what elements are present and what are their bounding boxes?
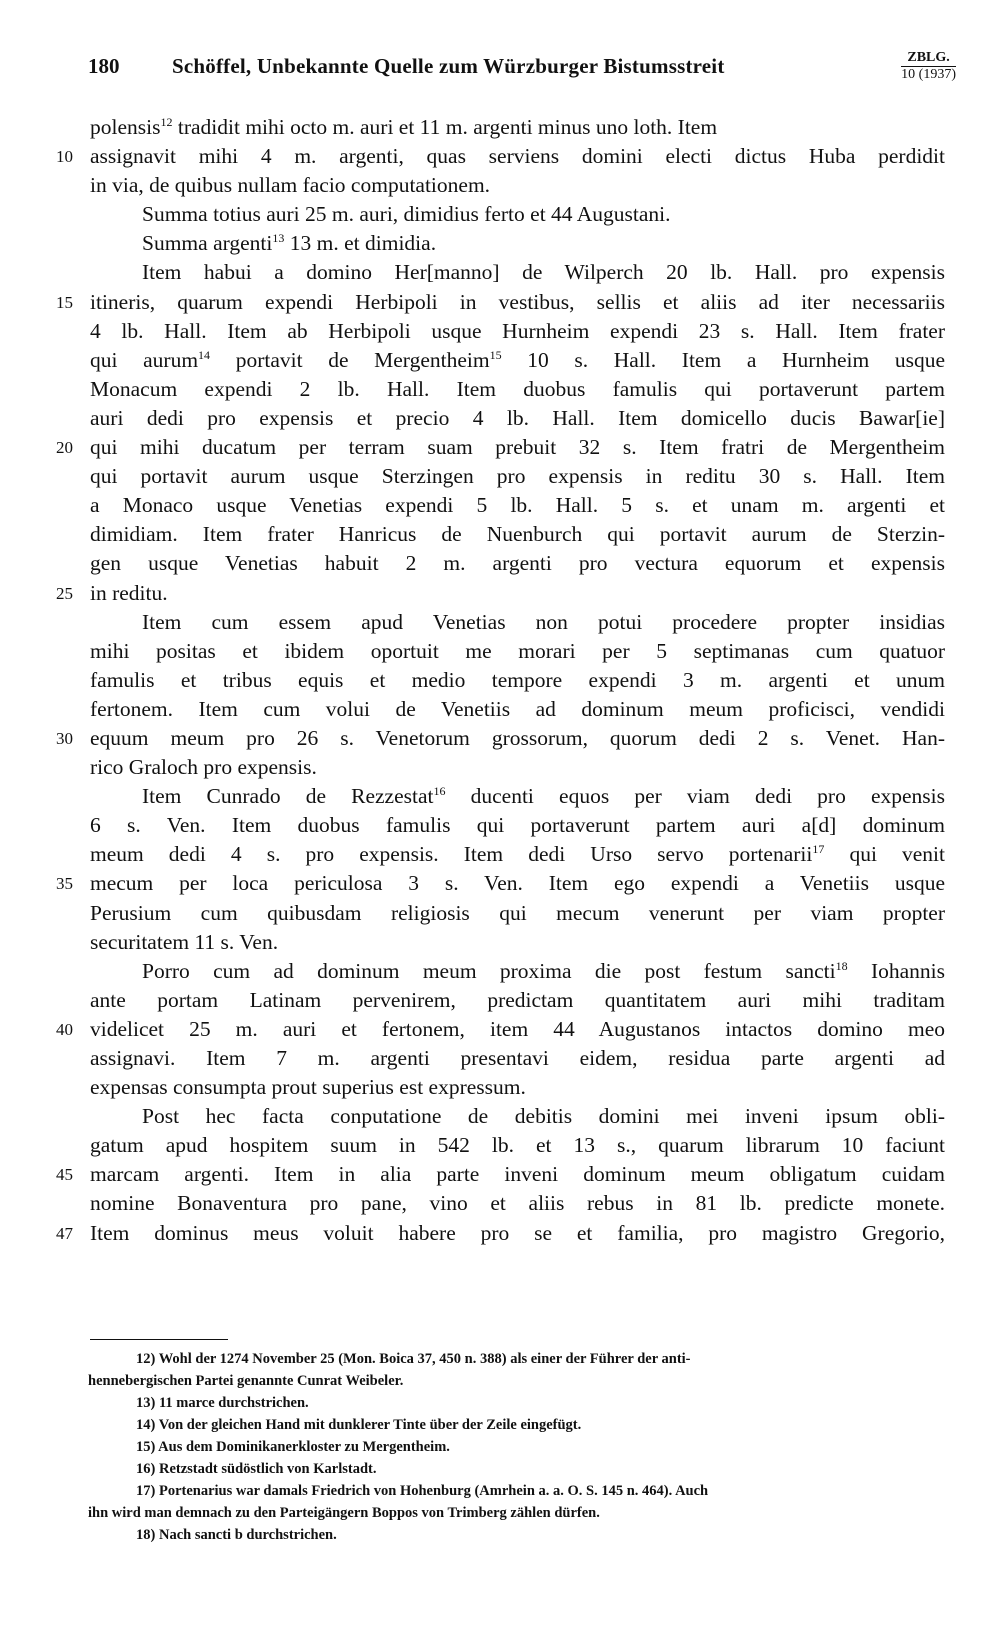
footnote-text: Aus dem Dominikanerkloster zu Mergentheim. bbox=[158, 1439, 450, 1455]
text-line bbox=[90, 346, 945, 375]
footnote-number: 16) bbox=[136, 1461, 156, 1477]
footnote-number: 15) bbox=[136, 1439, 156, 1455]
text-line bbox=[56, 579, 945, 608]
text-span: nomine Bonaventura pro pane, vino et aliis rebus in 81 lb. predicte monete. bbox=[90, 1191, 945, 1216]
text-span: videlicet 25 m. auri et fertonem, item 44 Augustanos intactos domino meo bbox=[90, 1016, 945, 1041]
text-line bbox=[90, 491, 945, 520]
text-span: Porro cum ad dominum meum proxima die post festum sancti bbox=[142, 958, 836, 983]
footnote-text: Portenarius war damals Friedrich von Hohenburg (Amrhein a. a. O. S. 145 n. 464). Auch bbox=[158, 1483, 709, 1499]
text-line bbox=[56, 869, 945, 898]
text-line bbox=[90, 404, 945, 433]
text-line bbox=[90, 1073, 945, 1102]
text-line bbox=[90, 899, 945, 928]
line-number: 20 bbox=[56, 438, 73, 458]
footnote-text: Nach sancti b durchstrichen. bbox=[158, 1527, 337, 1543]
text-span: qui portavit aurum usque Sterzingen pro expensis in reditu 30 s. Hall. Item bbox=[90, 464, 945, 489]
footnote-number: 14) bbox=[136, 1417, 156, 1433]
text-line bbox=[90, 520, 945, 549]
footnote-ref: 18 bbox=[835, 958, 848, 973]
footnote-number: 12) bbox=[136, 1351, 156, 1367]
footnote-ref: 15 bbox=[489, 347, 502, 362]
text-span: in reditu. bbox=[90, 580, 168, 605]
text-span: tradidit mihi octo m. auri et 11 m. argenti minus uno loth. Item bbox=[172, 115, 718, 139]
journal-volume: 10 (1937) bbox=[901, 67, 956, 82]
text-span: expensas consumpta prout superius est expressum. bbox=[90, 1075, 526, 1100]
text-span: auri dedi pro expensis et precio 4 lb. Hall. Item domicello ducis Bawar[ie] bbox=[90, 405, 945, 430]
footnote-ref: 17 bbox=[812, 842, 825, 857]
text-span: ante portam Latinam pervenirem, predictam quantitatem auri mihi traditam bbox=[90, 987, 945, 1012]
text-span: 6 s. Ven. Item duobus famulis qui portaverunt partem auri a[d] dominum bbox=[90, 813, 945, 838]
text-span: a Monaco usque Venetias expendi 5 lb. Hall. 5 s. et unam m. argenti et bbox=[90, 493, 945, 518]
text-span: securitatem 11 s. Ven. bbox=[90, 929, 279, 954]
text-line bbox=[90, 637, 945, 666]
footnote-number: 17) bbox=[136, 1483, 156, 1499]
text-span: ducenti equos per viam dedi pro expensis bbox=[445, 784, 945, 809]
footnote bbox=[88, 1458, 948, 1480]
text-line bbox=[56, 1160, 945, 1189]
text-line bbox=[90, 957, 945, 986]
text-line bbox=[90, 113, 945, 142]
footnote bbox=[88, 1348, 948, 1370]
text-span: Post hec facta conputatione de debitis domini mei inveni ipsum obli- bbox=[142, 1104, 945, 1129]
text-span: mihi positas et ibidem oportuit me morari per 5 septimanas cum quatuor bbox=[90, 638, 945, 663]
text-span: Item dominus meus voluit habere pro se et familia, pro magistro Gregorio, bbox=[90, 1220, 945, 1245]
text-line bbox=[90, 753, 945, 782]
text-line bbox=[90, 1102, 945, 1131]
text-span: itineris, quarum expendi Herbipoli in vestibus, sellis et aliis ad iter necessariis bbox=[90, 289, 945, 314]
text-line bbox=[90, 462, 945, 491]
text-span: gen usque Venetias habuit 2 m. argenti pro vectura equorum et expensis bbox=[90, 551, 945, 576]
line-number: 35 bbox=[56, 874, 73, 894]
text-span: assignavi. Item 7 m. argenti presentavi eidem, residua parte argenti ad bbox=[90, 1046, 945, 1070]
footnotes bbox=[88, 1348, 948, 1546]
text-line bbox=[90, 258, 945, 287]
line-number: 15 bbox=[56, 292, 73, 312]
text-line bbox=[90, 608, 945, 637]
footnote bbox=[88, 1502, 948, 1524]
journal-reference bbox=[901, 50, 956, 83]
text-span: Iohannis bbox=[847, 958, 945, 983]
text-line bbox=[90, 782, 945, 811]
text-span: fertonem. Item cum volui de Venetiis ad dominum meum proficisci, vendidi bbox=[90, 696, 945, 721]
text-line bbox=[90, 695, 945, 724]
text-span: mecum per loca periculosa 3 s. Ven. Item ego expendi a Venetiis usque bbox=[90, 871, 945, 896]
text-line bbox=[56, 288, 945, 317]
text-span: qui aurum bbox=[90, 347, 199, 372]
text-span: Summa totius auri 25 m. auri, dimidius ferto et 44 Augustani. bbox=[142, 202, 671, 227]
text-line bbox=[90, 1189, 945, 1218]
footnote-text: Wohl der 1274 November 25 (Mon. Boica 37, 450 n. 388) als einer der Führer der anti- bbox=[158, 1351, 691, 1367]
text-span: Item habui a domino Her[manno] de Wilperch 20 lb. Hall. pro expensis bbox=[142, 260, 945, 285]
text-span: gatum apud hospitem suum in 542 lb. et 13 s., quarum librarum 10 faciunt bbox=[90, 1133, 945, 1158]
text-span: 4 lb. Hall. Item ab Herbipoli usque Hurnheim expendi 23 s. Hall. Item frater bbox=[90, 318, 945, 343]
footnote bbox=[88, 1480, 948, 1502]
text-span: portavit de Mergentheim bbox=[210, 347, 490, 372]
footnote-rule bbox=[90, 1339, 228, 1340]
text-span: qui mihi ducatum per terram suam prebuit 32 s. Item fratri de Mergentheim bbox=[90, 435, 945, 460]
text-span: 13 m. et dimidia. bbox=[284, 231, 437, 256]
text-span: Summa argenti bbox=[142, 231, 273, 256]
footnote-text: Retzstadt südöstlich von Karlstadt. bbox=[158, 1461, 377, 1477]
text-line bbox=[56, 433, 945, 462]
text-line bbox=[90, 229, 945, 258]
footnote-ref: 13 bbox=[272, 231, 285, 246]
footnote-text: ihn wird man demnach zu den Parteigängern Boppos von Trimberg zählen dürfen. bbox=[88, 1505, 600, 1521]
text-line bbox=[90, 928, 945, 957]
footnote bbox=[88, 1392, 948, 1414]
line-number: 30 bbox=[56, 728, 73, 748]
text-line bbox=[90, 811, 945, 840]
text-line bbox=[90, 317, 945, 346]
line-number: 47 bbox=[56, 1223, 73, 1243]
page-number: 180 bbox=[88, 54, 120, 78]
text-span: marcam argenti. Item in alia parte inveni dominum meum obligatum cuidam bbox=[90, 1162, 945, 1187]
text-line bbox=[56, 724, 945, 753]
footnote-text: hennebergischen Partei genannte Cunrat Weibeler. bbox=[88, 1373, 404, 1389]
footnote-number: 13) bbox=[136, 1395, 156, 1411]
text-line bbox=[90, 200, 945, 229]
text-line bbox=[90, 375, 945, 404]
footnote bbox=[88, 1414, 948, 1436]
text-line bbox=[90, 840, 945, 869]
journal-abbrev: ZBLG. bbox=[901, 50, 956, 67]
text-span: assignavit mihi 4 m. argenti, quas serviens domini electi dictus Huba perdidit bbox=[90, 144, 945, 169]
footnote-text: Von der gleichen Hand mit dunklerer Tinte über der Zeile eingefügt. bbox=[158, 1417, 582, 1433]
text-line bbox=[56, 1015, 945, 1044]
text-span: Item cum essem apud Venetias non potui procedere propter insidias bbox=[142, 609, 945, 634]
footnote bbox=[88, 1524, 948, 1546]
text-span: famulis et tribus equis et medio tempore expendi 3 m. argenti et unum bbox=[90, 667, 945, 692]
running-header bbox=[88, 50, 958, 96]
footnote bbox=[88, 1370, 948, 1392]
text-line bbox=[56, 1219, 945, 1248]
text-line bbox=[90, 171, 945, 200]
text-span: Perusium cum quibusdam religiosis qui mecum venerunt per viam propter bbox=[90, 900, 945, 925]
line-number: 40 bbox=[56, 1019, 73, 1039]
line-number: 25 bbox=[56, 583, 73, 603]
line-number: 10 bbox=[56, 147, 73, 167]
text-span: Monacum expendi 2 lb. Hall. Item duobus famulis qui portaverunt partem bbox=[90, 376, 945, 401]
text-span: dimidiam. Item frater Hanricus de Nuenburch qui portavit aurum de Sterzin- bbox=[90, 522, 945, 547]
text-span: 10 s. Hall. Item a Hurnheim usque bbox=[501, 347, 945, 372]
text-span: rico Graloch pro expensis. bbox=[90, 755, 317, 780]
text-line bbox=[90, 986, 945, 1015]
text-span: meum dedi 4 s. pro expensis. Item dedi Urso servo portenarii bbox=[90, 842, 813, 867]
footnote bbox=[88, 1436, 948, 1458]
footnote-ref: 16 bbox=[433, 784, 446, 798]
footnote-ref: 14 bbox=[198, 347, 211, 362]
text-line bbox=[90, 666, 945, 695]
footnote-text: 11 marce durchstrichen. bbox=[158, 1395, 309, 1411]
text-line bbox=[90, 549, 945, 578]
text-line bbox=[90, 1131, 945, 1160]
text-span: Item Cunrado de Rezzestat bbox=[142, 784, 434, 809]
text-span: qui venit bbox=[824, 842, 945, 867]
text-span: polensis bbox=[90, 115, 161, 139]
line-number: 45 bbox=[56, 1165, 73, 1185]
text-span: in via, de quibus nullam facio computationem. bbox=[90, 173, 491, 198]
footnote-ref: 12 bbox=[160, 114, 173, 129]
text-line bbox=[56, 142, 945, 171]
main-text bbox=[56, 113, 945, 1248]
running-title: Schöffel, Unbekannte Quelle zum Würzburger Bistumsstreit bbox=[172, 54, 725, 78]
footnote-number: 18) bbox=[136, 1527, 156, 1543]
text-span: equum meum pro 26 s. Venetorum grossorum, quorum dedi 2 s. Venet. Han- bbox=[90, 725, 945, 750]
text-line bbox=[90, 1044, 945, 1073]
